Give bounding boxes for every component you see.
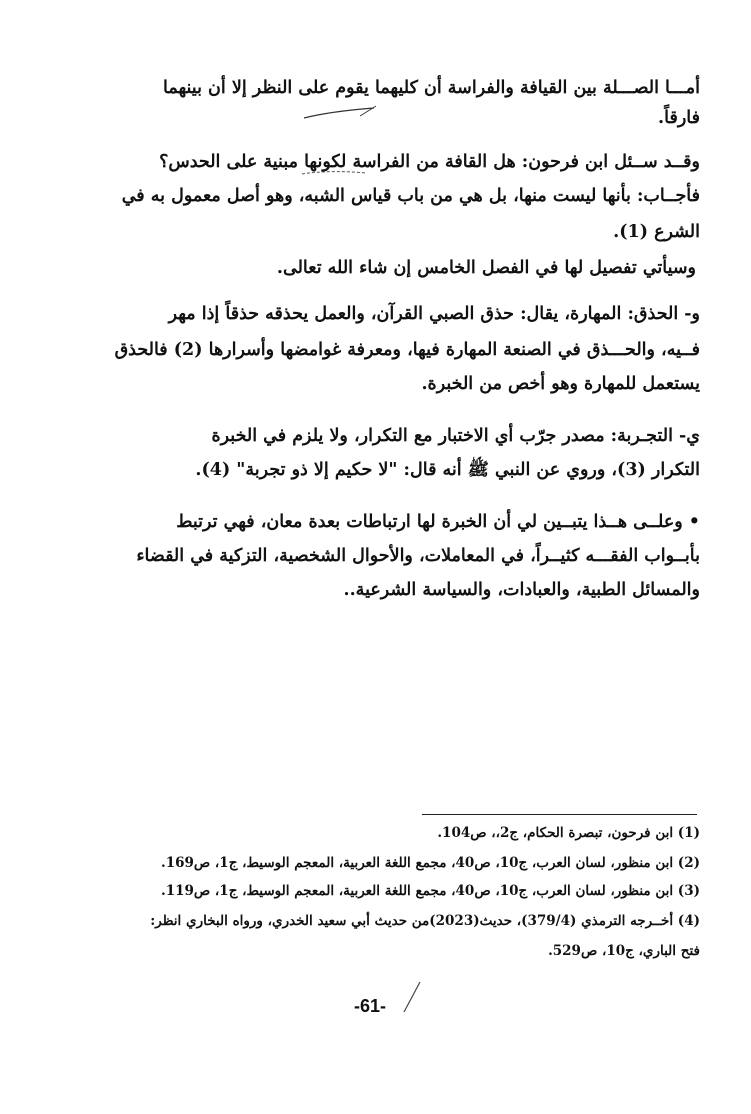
page-number: -61- (353, 996, 386, 1016)
text-line: فأجــاب: بأنها ليست منها، بل هي من باب قياس الشبه، وهو أصل معمول به في (121, 186, 700, 206)
text-line: يستعمل للمهارة وهو أخص من الخبرة. (421, 374, 700, 394)
handwritten-underline-mark (300, 104, 380, 124)
text-line: بأبــواب الفقـــه كثيــراً، في المعاملات، والأحوال الشخصية، التزكية في القضاء (136, 546, 700, 566)
text-line: وقــد ســئل ابن فرحون: هل القافة من الفراسة لكونها مبنية على الحدس؟ (159, 152, 700, 172)
text-line: وسيأتي تفصيل لها في الفصل الخامس إن شاء الله تعالى. (276, 258, 696, 278)
footnote: (1) ابن فرحون، تبصرة الحكام، ج2،، ص104. (437, 825, 700, 841)
text-line: • وعلــى هــذا يتبــين لي أن الخبرة لها ارتباطات بعدة معان، فهي ترتبط (176, 512, 700, 532)
footnote: (2) ابن منظور، لسان العرب، ج10، ص40، مجمع اللغة العربية، المعجم الوسيط، ج1، ص169. (161, 855, 700, 871)
text-line: فــيه، والحـــذق في الصنعة المهارة فيها، ومعرفة غوامضها وأسرارها (2) فالحذق (114, 340, 700, 360)
footnote-separator (422, 814, 697, 815)
footnote: (4) أخــرجه الترمذي (379/4)، حديث(2023)من حديث أبي سعيد الخدري، ورواه البخاري انظر: (150, 913, 700, 929)
text-line: الشرع (1). (613, 222, 700, 242)
text-line: أمـــا الصـــلة بين القيافة والفراسة أن كليهما يقوم على النظر إلا أن بينهما (163, 78, 700, 98)
footnote: فتح الباري، ج10، ص529. (548, 943, 700, 959)
text-line: و- الحذق: المهارة، يقال: حذق الصبي القرآن، والعمل يحذقه حذقاً إذا مهر (168, 304, 700, 324)
pen-stroke-mark (398, 978, 428, 1018)
text-line: فارقاً. (658, 108, 700, 128)
text-line: ي- التجـربة: مصدر جرّب أي الاختبار مع التكرار، ولا يلزم في الخبرة (211, 426, 700, 446)
text-line: التكرار (3)، وروي عن النبي ﷺ أنه قال: "لا حكيم إلا ذو تجربة" (4). (195, 460, 700, 480)
footnote: (3) ابن منظور، لسان العرب، ج10، ص40، مجمع اللغة العربية، المعجم الوسيط، ج1، ص119. (161, 883, 700, 899)
text-line: والمسائل الطبية، والعبادات، والسياسة الشرعية.. (343, 580, 700, 600)
handwritten-underline-mark (300, 168, 370, 178)
